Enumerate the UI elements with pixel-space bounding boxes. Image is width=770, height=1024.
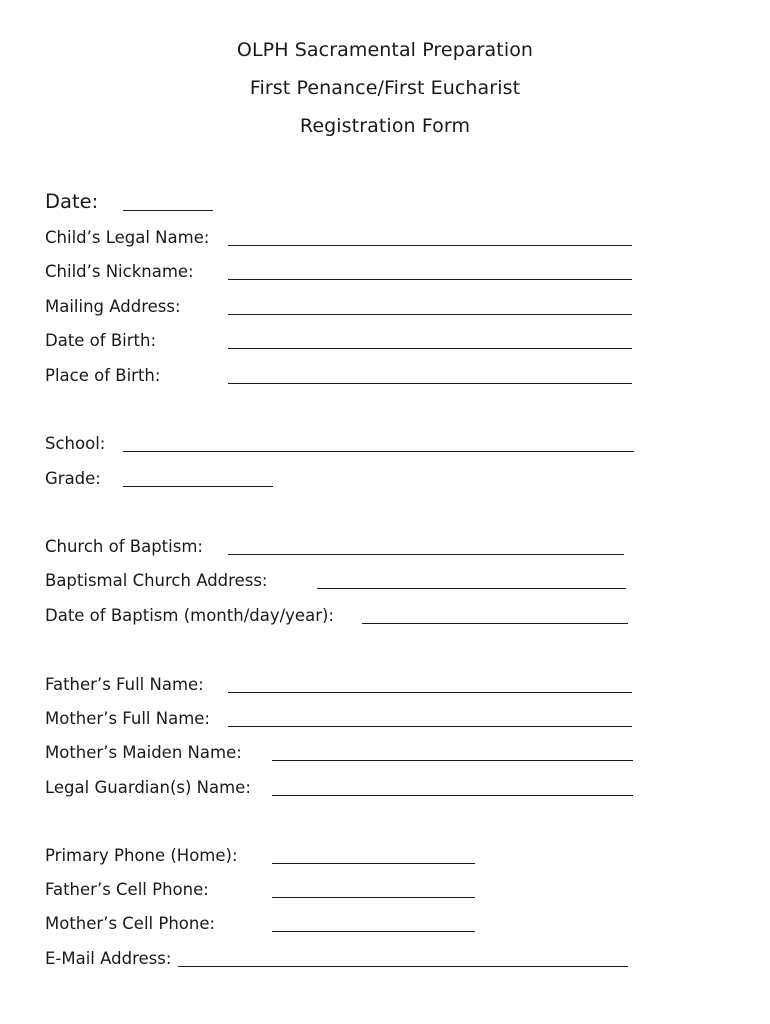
place-of-birth-label: Place of Birth: [45,366,161,385]
email-address-label: E-Mail Address: [45,949,172,968]
legal-guardian-name-label: Legal Guardian(s) Name: [45,778,251,797]
mother-full-name-label: Mother’s Full Name: [45,709,210,728]
grade-field[interactable] [123,486,273,487]
mother-cell-phone-field[interactable] [272,931,475,932]
father-full-name-label: Father’s Full Name: [45,675,204,694]
email-address-field[interactable] [178,966,628,967]
form-title-line-1: OLPH Sacramental Preparation [236,39,534,61]
date-of-baptism-field[interactable] [362,623,628,624]
father-cell-phone-field[interactable] [272,897,475,898]
mother-full-name-field[interactable] [228,726,632,727]
date-of-baptism-label: Date of Baptism (month/day/year): [45,606,334,625]
legal-guardian-name-field[interactable] [272,795,633,796]
father-full-name-field[interactable] [228,692,632,693]
mother-cell-phone-label: Mother’s Cell Phone: [45,914,216,933]
date-label: Date: [45,190,99,213]
mother-maiden-name-label: Mother’s Maiden Name: [45,743,242,762]
mother-maiden-name-field[interactable] [272,760,633,761]
church-of-baptism-field[interactable] [228,554,624,555]
child-nickname-label: Child’s Nickname: [45,262,194,281]
baptismal-church-address-field[interactable] [317,588,626,589]
primary-phone-field[interactable] [272,863,475,864]
father-cell-phone-label: Father’s Cell Phone: [45,880,209,899]
primary-phone-label: Primary Phone (Home): [45,846,238,865]
form-title-line-2: First Penance/First Eucharist [249,77,521,99]
school-field[interactable] [123,451,634,452]
mailing-address-label: Mailing Address: [45,297,181,316]
mailing-address-field[interactable] [228,314,632,315]
date-of-birth-field[interactable] [228,348,632,349]
date-field[interactable] [123,210,213,211]
baptismal-church-address-label: Baptismal Church Address: [45,571,268,590]
child-nickname-field[interactable] [228,279,632,280]
form-title-line-3: Registration Form [299,115,471,137]
child-legal-name-field[interactable] [228,245,632,246]
grade-label: Grade: [45,469,101,488]
school-label: School: [45,434,106,453]
place-of-birth-field[interactable] [228,383,632,384]
church-of-baptism-label: Church of Baptism: [45,537,203,556]
date-of-birth-label: Date of Birth: [45,331,157,350]
child-legal-name-label: Child’s Legal Name: [45,228,210,247]
